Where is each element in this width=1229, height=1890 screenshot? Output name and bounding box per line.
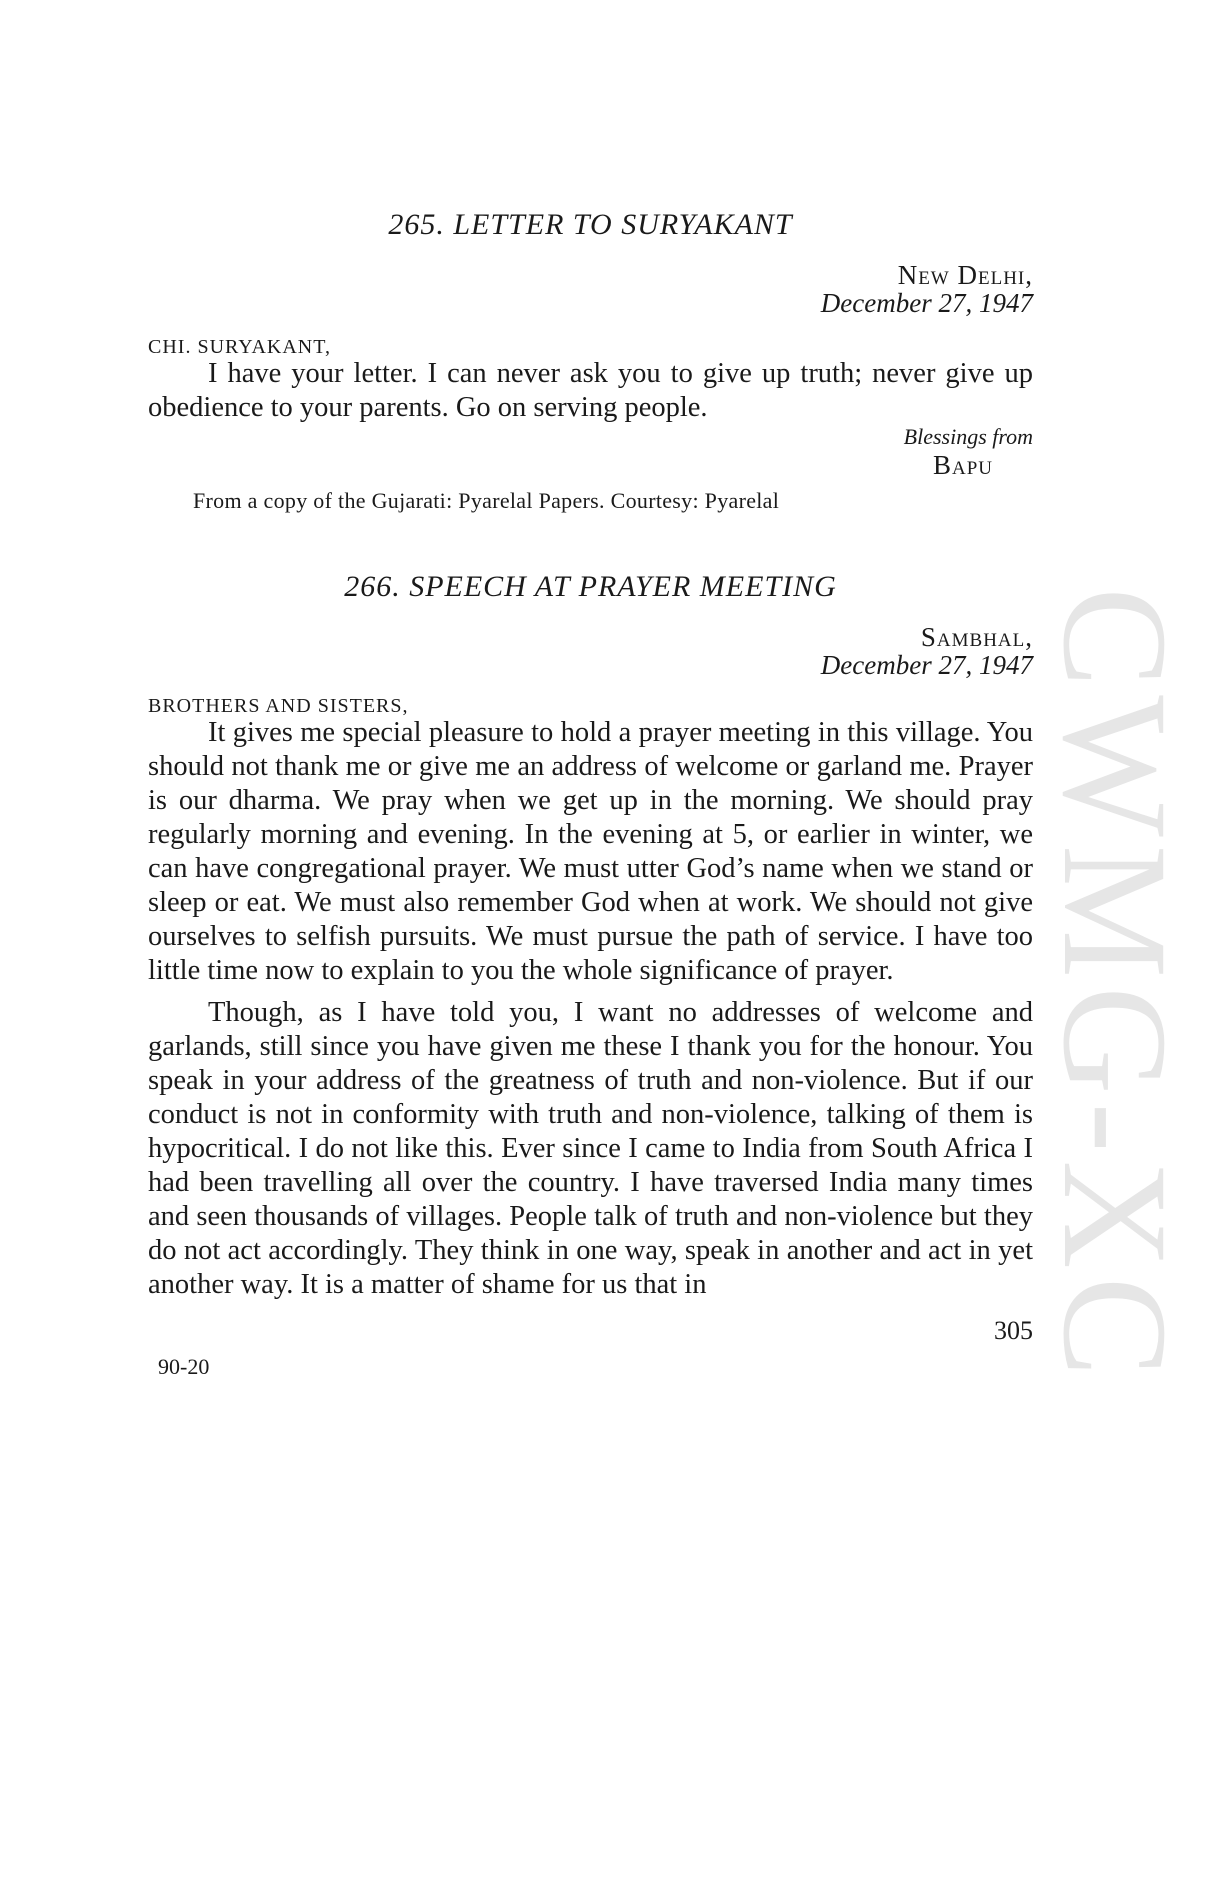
signature-mark: 90-20 (158, 1354, 210, 1379)
page-number: 305 (994, 1316, 1033, 1345)
letter-heading: 265. LETTER TO SURYAKANT (388, 208, 793, 241)
letter-blessings: Blessings from (903, 424, 1033, 449)
watermark-text: CWMG-XC (1032, 587, 1198, 1385)
speech-date: December 27, 1947 (820, 650, 1033, 680)
letter-source-note: From a copy of the Gujarati: Pyarelal Papers. Courtesy: Pyarelal (193, 488, 780, 513)
letter-body: I have your letter. I can never ask you to give up truth; never give up obedience to your parents. Go on serving people. (148, 358, 1033, 423)
letter-date: December 27, 1947 (820, 288, 1033, 318)
letter-signature: Bapu (932, 450, 993, 480)
letter-place: New Delhi, (897, 260, 1033, 290)
speech-heading: 266. SPEECH AT PRAYER MEETING (344, 570, 837, 603)
watermark (1015, 540, 1215, 1385)
speech-paragraph-2: Though, as I have told you, I want no addresses of welcome and garlands, still since you have given me these I thank you for the honour. You speak in your address of the greatness of truth and non-violence. But if our conduct is not in conformity with truth and non-violence, talking of them is hypocritical. I do not like this. Ever since I came to India from South Africa I had been travelling all over the country. I have traversed India many times and seen thousands of villages. People talk of truth and non-violence but they do not act accordingly. They think in one way, speak in another and act in yet another way. It is a matter of shame for us that in (148, 997, 1033, 1300)
letter-salutation: CHI. SURYAKANT, (148, 336, 331, 358)
speech-paragraph-1: It gives me special pleasure to hold a prayer meeting in this village. You should not thank me or give me an address of welcome or garland me. Prayer is our dharma. We pray when we get up in the morning. We should pray regularly morning and evening. In the evening at 5, or earlier in winter, we can have congregational prayer. We must utter God’s name when we stand or sleep or eat. We must also remember God when at work. We should not give ourselves to selfish pursuits. We must pursue the path of service. I have too little time now to explain to you the whole significance of prayer. (148, 717, 1033, 986)
speech-salutation: BROTHERS AND SISTERS, (148, 695, 409, 717)
speech-place: Sambhal, (920, 622, 1033, 652)
